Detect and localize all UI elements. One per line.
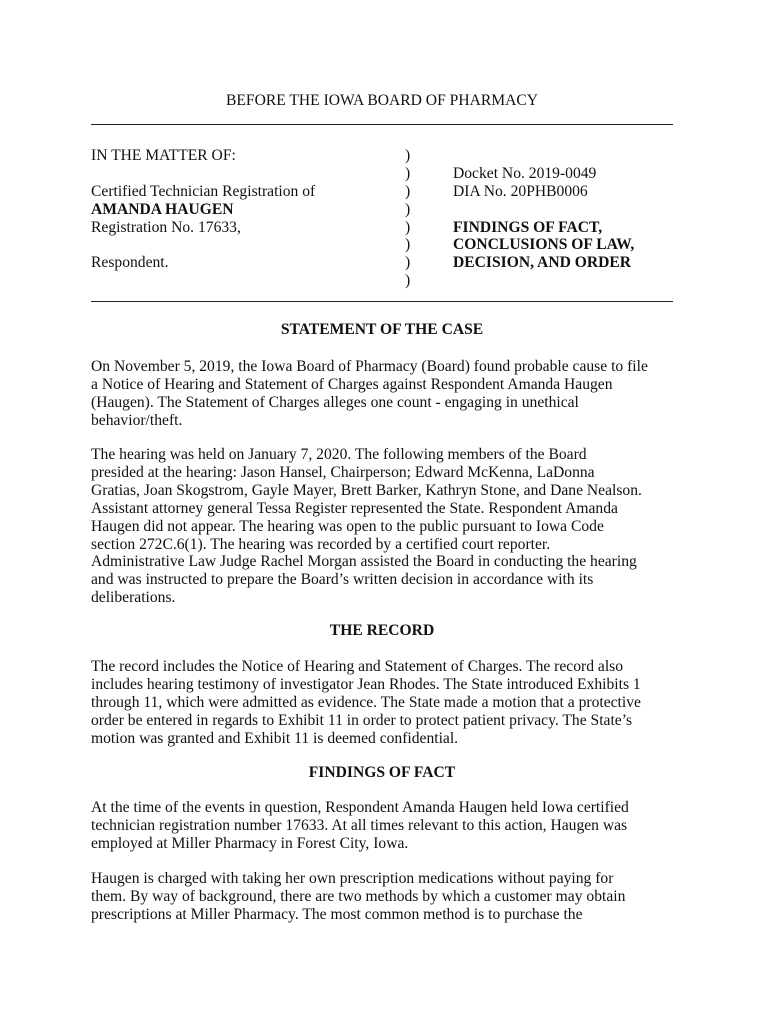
paren: ) <box>405 236 411 254</box>
statement-of-case-heading: STATEMENT OF THE CASE <box>280 321 484 338</box>
record-paragraph: The record includes the Notice of Hearing and Statement of Charges. The record also includes hearing testimony of investigator Jean Rhodes. The State introduced Exhibits 1 through 11, which were admitted as evidence. The State made a motion that a protective order be entered in regards to Exhibit 11 in order to protect patient privacy. The State’s motion was granted and Exhibit 11 is deemed confidential. <box>91 658 641 747</box>
document-type-line: DECISION, AND ORDER <box>453 254 632 272</box>
respondent-name: AMANDA HAUGEN <box>91 200 234 218</box>
top-divider <box>91 124 673 125</box>
caption-line: Certified Technician Registration of <box>91 182 316 200</box>
paren: ) <box>405 272 411 290</box>
bottom-divider <box>91 301 673 302</box>
caption-line <box>91 165 391 183</box>
paren: ) <box>405 147 411 164</box>
paren: ) <box>405 200 411 218</box>
caption-line <box>453 272 683 290</box>
findings-paragraph-2: Haugen is charged with taking her own prescription medications without paying for them. By way of background, there are two methods by which a customer may obtain prescriptions at Miller Pharmacy. The most common method is to purchase the <box>91 870 626 923</box>
caption-line <box>453 201 683 219</box>
document-type-line: CONCLUSIONS OF LAW, <box>453 236 635 254</box>
document-type-line: FINDINGS OF FACT, <box>453 218 603 236</box>
caption-line <box>91 272 391 290</box>
caption-line <box>91 236 391 254</box>
statement-paragraph-2: The hearing was held on January 7, 2020. The following members of the Board presided at the hearing: Jason Hansel, Chairperson; Edward McKenna, LaDonna Gratias, Joan Skogstrom, Gayle Mayer, Brett Barker, Kathryn Stone, and Dane Nealson. Assistant attorney general Tessa Register represented the State. Respondent Amanda Haugen did not appear. The hearing was open to the public pursuant to Iowa Code section 272C.6(1). The hearing was recorded by a certified court reporter. Administrative Law Judge Rachel Morgan assisted the Board in conducting the hearing and was instructed to prepare the Board’s written decision in accordance with its deliberations. <box>91 446 642 607</box>
statement-paragraph-1: On November 5, 2019, the Iowa Board of Pharmacy (Board) found probable cause to file a Notice of Hearing and Statement of Charges against Respondent Amanda Haugen (Haugen). The Statement of Charges alleges one count - engaging in unethical behavior/theft. <box>91 358 648 429</box>
caption-line: Registration No. 17633, <box>91 218 241 236</box>
caption-right-column <box>453 147 683 290</box>
caption-line <box>453 147 683 165</box>
caption-parentheses <box>405 147 417 290</box>
docket-number: Docket No. 2019-0049 <box>453 164 597 182</box>
caption-line: IN THE MATTER OF: <box>91 147 236 164</box>
record-heading: THE RECORD <box>329 622 435 639</box>
findings-paragraph-1: At the time of the events in question, Respondent Amanda Haugen held Iowa certified technician registration number 17633. At all times relevant to this action, Haugen was employed at Miller Pharmacy in Forest City, Iowa. <box>91 799 629 852</box>
document-header: BEFORE THE IOWA BOARD OF PHARMACY <box>225 92 539 109</box>
findings-heading: FINDINGS OF FACT <box>308 764 456 781</box>
paren: ) <box>405 182 411 200</box>
paren: ) <box>405 218 411 236</box>
caption-left-column <box>91 147 391 290</box>
caption-line: Respondent. <box>91 254 169 272</box>
dia-number: DIA No. 20PHB0006 <box>453 182 588 200</box>
paren: ) <box>405 164 411 182</box>
paren: ) <box>405 254 411 272</box>
